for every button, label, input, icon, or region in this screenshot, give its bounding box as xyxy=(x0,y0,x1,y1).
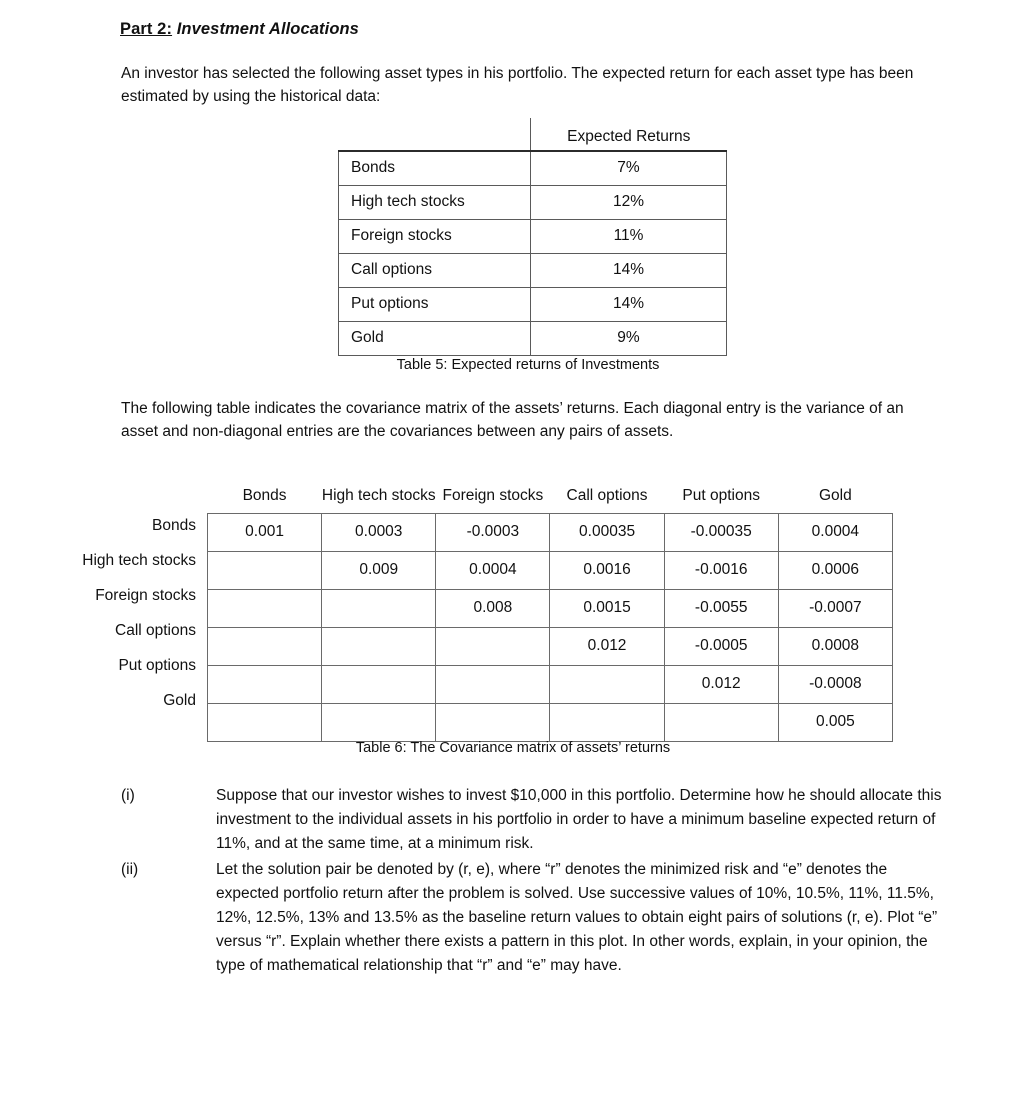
row-header-gold: Gold xyxy=(163,692,196,710)
column-header-asset xyxy=(339,118,531,151)
covariance-cell xyxy=(322,666,436,704)
asset-name-cell: Bonds xyxy=(339,151,531,186)
question-item-ii xyxy=(121,858,946,978)
table-row xyxy=(208,666,893,704)
covariance-cell: 0.005 xyxy=(778,704,892,742)
covariance-cell: -0.00035 xyxy=(664,514,778,552)
covariance-cell xyxy=(208,704,322,742)
table-row xyxy=(339,220,727,254)
covariance-cell: 0.001 xyxy=(208,514,322,552)
table-5-caption: Table 5: Expected returns of Investments xyxy=(396,357,660,373)
table-header-row xyxy=(339,118,727,151)
covariance-cell: 0.012 xyxy=(664,666,778,704)
table-row xyxy=(339,288,727,322)
row-header-call-options: Call options xyxy=(115,622,196,640)
covariance-table xyxy=(207,452,893,742)
asset-return-cell: 11% xyxy=(531,220,727,254)
covariance-cell: 0.0004 xyxy=(436,552,550,590)
asset-name-cell: High tech stocks xyxy=(339,186,531,220)
table-6-caption: Table 6: The Covariance matrix of assets’ returns xyxy=(355,740,671,756)
covariance-cell: 0.0008 xyxy=(778,628,892,666)
covariance-cell xyxy=(208,590,322,628)
row-header-foreign-stocks: Foreign stocks xyxy=(95,587,196,605)
covariance-cell: 0.009 xyxy=(322,552,436,590)
table-row xyxy=(339,151,727,186)
row-header-put-options: Put options xyxy=(118,657,196,675)
intro-paragraph: An investor has selected the following asset types in his portfolio. The expected return for each asset type has been estimated by using the historical data: xyxy=(121,65,914,105)
covariance-cell xyxy=(322,704,436,742)
covariance-cell xyxy=(208,666,322,704)
table-row xyxy=(339,186,727,220)
covariance-cell xyxy=(550,704,664,742)
covariance-cell xyxy=(322,628,436,666)
asset-return-cell: 7% xyxy=(531,151,727,186)
covariance-cell xyxy=(322,590,436,628)
covariance-body xyxy=(208,514,893,742)
part-name: Investment Allocations xyxy=(172,20,359,38)
covariance-cell: 0.0016 xyxy=(550,552,664,590)
question-marker-i: (i) xyxy=(121,787,135,804)
table-row xyxy=(208,590,893,628)
covariance-cell: -0.0008 xyxy=(778,666,892,704)
asset-name-cell: Foreign stocks xyxy=(339,220,531,254)
covariance-cell xyxy=(208,552,322,590)
covariance-cell xyxy=(550,666,664,704)
expected-returns-header xyxy=(339,118,727,151)
question-text-ii: Let the solution pair be denoted by (r, e), where “r” denotes the minimized risk and “e” denotes the expected portfolio return after the problem is solved. Use successive values of 10%, 10.5%, 11%, 11.5%, 12%, 12.5%, 13% and 13.5% as the baseline return values to obtain eight pairs of solutions (r, e). Plot “e” versus “r”. Explain whether there exists a pattern in this plot. In other words, explain, in your opinion, the type of mathematical relationship that “r” and “e” may have. xyxy=(216,861,938,974)
column-header-high-tech-stocks: High tech stocks xyxy=(321,487,436,504)
covariance-cell: -0.0005 xyxy=(664,628,778,666)
question-text-i: Suppose that our investor wishes to invest $10,000 in this portfolio. Determine how he should allocate this investment to the individual assets in his portfolio in order to have a minimum baseline expected return of 11%, and at the same time, at a minimum risk. xyxy=(216,787,942,852)
asset-return-cell: 14% xyxy=(531,254,727,288)
asset-name-cell: Put options xyxy=(339,288,531,322)
table-header-row xyxy=(208,452,893,514)
table-row xyxy=(208,628,893,666)
covariance-cell: 0.012 xyxy=(550,628,664,666)
covariance-cell: 0.0006 xyxy=(778,552,892,590)
covariance-cell: 0.00035 xyxy=(550,514,664,552)
covariance-row-labels xyxy=(0,508,196,719)
table-row xyxy=(339,254,727,288)
asset-name-cell: Call options xyxy=(339,254,531,288)
expected-returns-table xyxy=(338,118,727,356)
table-row xyxy=(208,552,893,590)
covariance-cell xyxy=(436,666,550,704)
covariance-cell: -0.0016 xyxy=(664,552,778,590)
page-title xyxy=(120,20,359,39)
asset-return-cell: 9% xyxy=(531,322,727,356)
table-row xyxy=(208,704,893,742)
covariance-table-block xyxy=(207,452,892,742)
column-header-foreign-stocks: Foreign stocks xyxy=(442,487,544,504)
expected-returns-body xyxy=(339,151,727,356)
asset-return-cell: 14% xyxy=(531,288,727,322)
table-row xyxy=(339,322,727,356)
covariance-cell xyxy=(208,628,322,666)
question-marker-ii: (ii) xyxy=(121,861,139,878)
row-header-high-tech-stocks: High tech stocks xyxy=(82,552,196,570)
covariance-cell: -0.0003 xyxy=(436,514,550,552)
covariance-cell: 0.0004 xyxy=(778,514,892,552)
expected-returns-table-block xyxy=(338,118,726,356)
row-header-bonds: Bonds xyxy=(152,517,196,534)
column-header-call-options: Call options xyxy=(566,487,648,504)
covariance-cell xyxy=(436,628,550,666)
column-header-gold: Gold xyxy=(818,487,852,504)
covariance-cell xyxy=(664,704,778,742)
column-header-put-options: Put options xyxy=(682,487,760,504)
question-item-i xyxy=(121,784,946,856)
part-label: Part 2: xyxy=(120,20,173,38)
table-row xyxy=(208,514,893,552)
covariance-cell: 0.008 xyxy=(436,590,550,628)
covariance-header xyxy=(208,452,893,514)
covariance-cell xyxy=(436,704,550,742)
covariance-cell: 0.0003 xyxy=(322,514,436,552)
covariance-cell: -0.0055 xyxy=(664,590,778,628)
covariance-cell: -0.0007 xyxy=(778,590,892,628)
column-header-bonds: Bonds xyxy=(242,487,287,504)
column-header-expected-returns: Expected Returns xyxy=(531,118,727,151)
asset-name-cell: Gold xyxy=(339,322,531,356)
covariance-cell: 0.0015 xyxy=(550,590,664,628)
asset-return-cell: 12% xyxy=(531,186,727,220)
covariance-paragraph: The following table indicates the covariance matrix of the assets’ returns. Each diagonal entry is the variance of an asset and non-diagonal entries are the covariances between any pairs of assets. xyxy=(121,400,904,440)
